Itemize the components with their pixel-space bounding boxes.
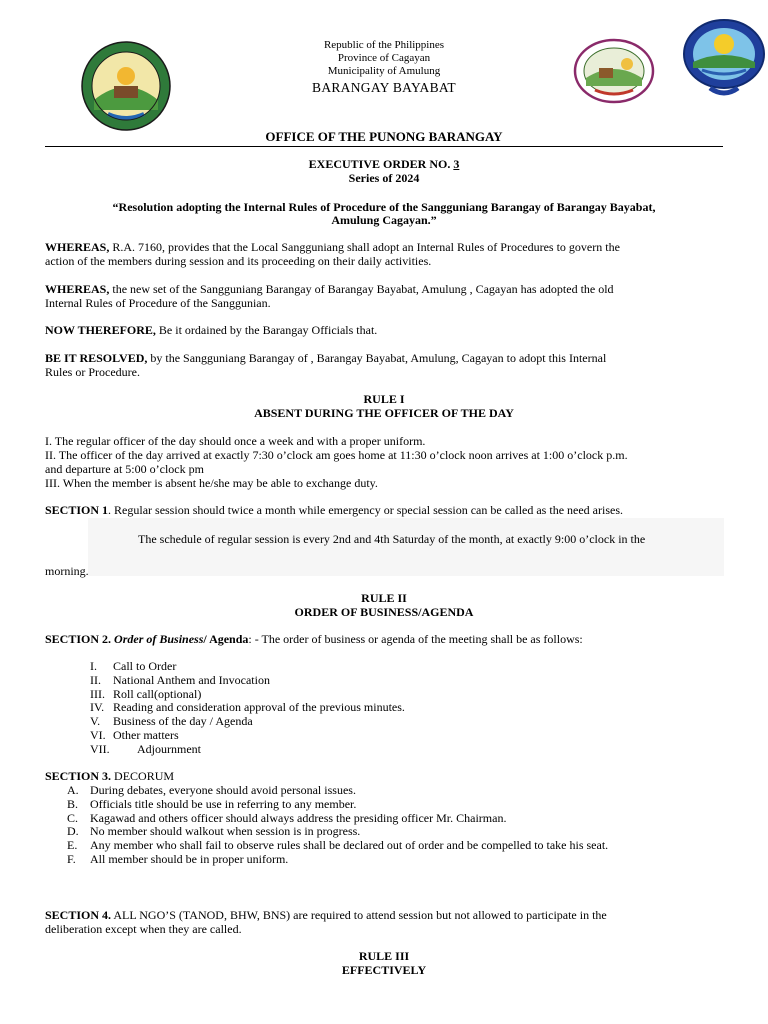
- list-item: [45, 811, 725, 825]
- whereas-text: the new set of the Sangguniang Barangay of Barangay Bayabat, Amulung , Cagayan has adopted the old: [109, 282, 614, 296]
- barangay-name: BARANGAY BAYABAT: [312, 80, 456, 95]
- resolved-paragraph: [45, 351, 725, 379]
- list-item: [45, 728, 725, 742]
- section-2-bold: / Agenda: [203, 632, 249, 646]
- rule-1-item: III. When the member is absent he/she may be able to exchange duty.: [45, 476, 378, 490]
- list-item-label: Roll call(optional): [113, 686, 202, 701]
- resolved-text: by the Sangguniang Barangay of , Barangay Bayabat, Amulung, Cagayan to adopt this Internal: [147, 351, 607, 365]
- list-item-label: Any member who shall fail to observe rules shall be declared out of order and be compelled to take his seat.: [90, 838, 609, 853]
- section-3-heading: [45, 769, 725, 783]
- rule-2-subtitle: ORDER OF BUSINESS/AGENDA: [294, 605, 474, 619]
- list-item-letter: C.: [67, 810, 79, 825]
- rule-3-title: RULE III: [358, 949, 410, 963]
- whereas-text-cont: action of the members during session and its proceeding on their daily activities.: [45, 254, 432, 268]
- list-item-letter: B.: [67, 796, 79, 811]
- list-item-number: VI.: [90, 727, 106, 742]
- resolution-title-line-1: “Resolution adopting the Internal Rules of Procedure of the Sangguniang Barangay of Barangay Bayabat,: [112, 200, 656, 214]
- schedule-text: The schedule of regular session is every 2nd and 4th Saturday of the month, at exactly 9:00 o’clock in the: [138, 532, 646, 546]
- list-item-label: National Anthem and Invocation: [113, 672, 270, 687]
- republic-line: Republic of the Philippines: [323, 39, 445, 51]
- list-item-number: III.: [90, 686, 105, 701]
- list-item: [45, 783, 725, 797]
- list-item: [45, 673, 725, 687]
- rule-1-title: RULE I: [363, 392, 405, 406]
- section-1-lead: SECTION 1: [45, 503, 109, 517]
- whereas-lead: WHEREAS,: [45, 240, 110, 254]
- list-item-letter: E.: [67, 838, 78, 853]
- resolved-text-cont: Rules or Procedure.: [45, 365, 140, 379]
- rule-2-title: RULE II: [361, 591, 407, 605]
- list-item-label: Kagawad and others officer should always address the presiding officer Mr. Chairman.: [90, 810, 507, 825]
- list-item-number: IV.: [90, 700, 105, 715]
- list-item-letter: D.: [67, 824, 79, 839]
- series-line: Series of 2024: [348, 171, 420, 185]
- section-4-paragraph: [45, 908, 725, 936]
- list-item: [45, 659, 725, 673]
- section-1-paragraph: [45, 503, 725, 517]
- header-divider: [45, 146, 723, 147]
- rule-1-item: and departure at 5:00 o’clock pm: [45, 462, 204, 476]
- list-item-label: No member should walkout when session is in progress.: [90, 824, 361, 839]
- rule-1-subtitle: ABSENT DURING THE OFFICER OF THE DAY: [254, 406, 514, 420]
- list-item-label: Other matters: [113, 727, 179, 742]
- rule-1-item: I. The regular officer of the day should once a week and with a proper uniform.: [45, 434, 426, 448]
- list-item-label: Call to Order: [113, 659, 177, 673]
- list-item-number: V.: [90, 714, 101, 729]
- whereas-paragraph-1: [45, 240, 725, 268]
- list-item-letter: F.: [67, 851, 76, 866]
- list-item-number: VII.: [90, 741, 110, 756]
- whereas-text-cont: Internal Rules of Procedure of the Sanggunian.: [45, 296, 271, 310]
- executive-order-title: [0, 157, 768, 171]
- list-item-label: During debates, everyone should avoid personal issues.: [90, 783, 356, 797]
- section-4-text: ALL NGO’S (TANOD, BHW, BNS) are required to attend session but not allowed to participate in the: [111, 908, 607, 922]
- section-3-title: DECORUM: [111, 769, 175, 783]
- list-item: [45, 714, 725, 728]
- list-item-number: I.: [90, 659, 97, 673]
- section-2-italic: Order of Business: [114, 632, 204, 646]
- section-2-lead: SECTION 2.: [45, 632, 115, 646]
- municipality-line: Municipality of Amulung: [327, 65, 441, 77]
- list-item: [45, 824, 725, 838]
- section-2-text: : - The order of business or agenda of the meeting shall be as follows:: [248, 632, 583, 646]
- section-4-lead: SECTION 4.: [45, 908, 112, 922]
- list-item-letter: A.: [67, 783, 79, 797]
- list-item-label: Reading and consideration approval of the previous minutes.: [113, 700, 405, 715]
- resolved-lead: BE IT RESOLVED,: [45, 351, 148, 365]
- agenda-list: [45, 659, 725, 756]
- province-line: Province of Cagayan: [337, 52, 431, 64]
- list-item-label: Officials title should be use in referring to any member.: [90, 796, 357, 811]
- whereas-paragraph-2: [45, 282, 725, 310]
- list-item: [45, 852, 725, 866]
- rule-3-subtitle: EFFECTIVELY: [341, 963, 427, 977]
- list-item: [45, 687, 725, 701]
- now-therefore-paragraph: [45, 323, 725, 337]
- whereas-text: R.A. 7160, provides that the Local Sangguniang shall adopt an Internal Rules of Procedures to govern the: [109, 240, 620, 254]
- schedule-text-cont: morning.: [45, 564, 89, 578]
- now-therefore-lead: NOW THEREFORE,: [45, 323, 156, 337]
- list-item-label: Adjournment: [137, 741, 201, 756]
- now-therefore-text: Be it ordained by the Barangay Officials that.: [155, 323, 378, 337]
- list-item: [45, 742, 725, 756]
- rule-1-item: II. The officer of the day arrived at exactly 7:30 o’clock am goes home at 11:30 o’clock noon arrives at 1:00 o’clock p.m.: [45, 448, 628, 462]
- section-4-text-cont: deliberation except when they are called.: [45, 922, 242, 936]
- executive-order-number: 3: [453, 157, 460, 171]
- whereas-lead: WHEREAS,: [45, 282, 110, 296]
- list-item-label: All member should be in proper uniform.: [90, 851, 289, 866]
- list-item-number: II.: [90, 672, 101, 687]
- rule-1-items: [45, 434, 725, 490]
- sk-seal-logo: [682, 18, 766, 98]
- section-3-lead: SECTION 3.: [45, 769, 112, 783]
- list-item: [45, 838, 725, 852]
- section-2-paragraph: [45, 632, 725, 646]
- list-item-label: Business of the day / Agenda: [113, 714, 253, 729]
- section-1-text: . Regular session should twice a month while emergency or special session can be called as the need arises.: [108, 503, 623, 517]
- office-title: OFFICE OF THE PUNONG BARANGAY: [265, 129, 503, 144]
- schedule-highlight-box: [45, 518, 724, 578]
- resolution-title-line-2: Amulung Cagayan.”: [331, 213, 437, 227]
- executive-order-prefix: EXECUTIVE ORDER NO.: [308, 157, 454, 171]
- list-item: [45, 797, 725, 811]
- barangay-seal-logo: [573, 38, 655, 104]
- decorum-list: [45, 783, 725, 866]
- list-item: [45, 700, 725, 714]
